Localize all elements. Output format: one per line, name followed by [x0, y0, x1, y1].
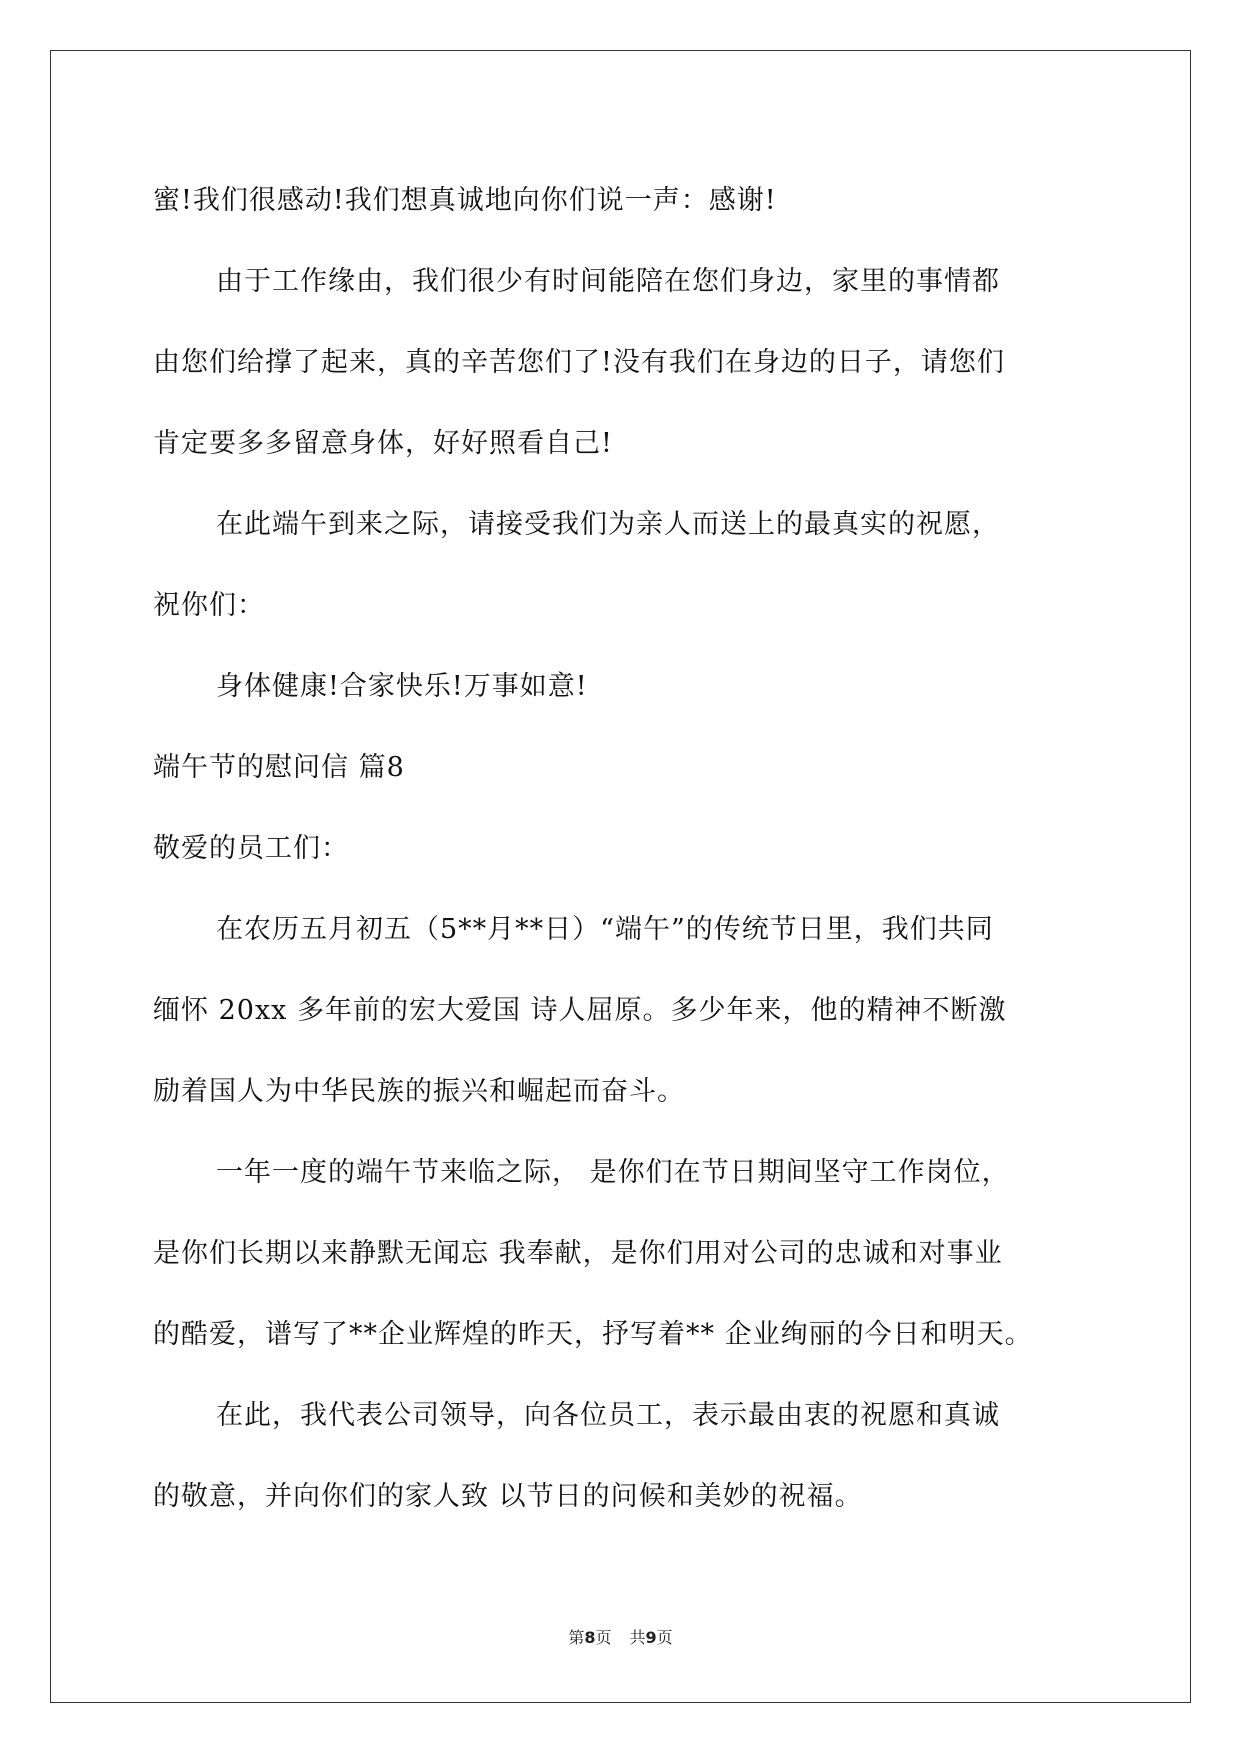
salutation: 敬爱的员工们： [153, 833, 349, 864]
text-line-7: 身体健康!合家快乐!万事如意! [216, 671, 588, 702]
text-line-17: 的敬意，并向你们的家人致 以节日的问候和美妙的祝福。 [153, 1481, 863, 1512]
footer-total-suffix: 页 [656, 1628, 673, 1647]
footer-total-pages: 9 [645, 1628, 657, 1647]
text-line-16: 在此，我代表公司领导，向各位员工，表示最由衷的祝愿和真诚 [216, 1400, 1000, 1431]
page-footer [0, 1625, 1241, 1648]
footer-prefix: 第 [568, 1628, 585, 1647]
footer-total-prefix: 共 [629, 1628, 646, 1647]
text-line-13: 一年一度的端午节来临之际， 是你们在节日期间坚守工作岗位， [216, 1157, 1010, 1188]
text-line-12: 励着国人为中华民族的振兴和崛起而奋斗。 [153, 1076, 685, 1107]
text-line-1: 蜜!我们很感动!我们想真诚地向你们说一声：感谢! [153, 185, 777, 216]
text-line-5: 在此端午到来之际，请接受我们为亲人而送上的最真实的祝愿， [216, 509, 1000, 540]
text-line-14: 是你们长期以来静默无闻忘 我奉献，是你们用对公司的忠诚和对事业 [153, 1238, 1003, 1269]
text-line-15: 的酷爱，谱写了**企业辉煌的昨天，抒写着** 企业绚丽的今日和明天。 [153, 1319, 1033, 1350]
footer-page-suffix: 页 [595, 1628, 612, 1647]
text-line-3: 由您们给撑了起来，真的辛苦您们了!没有我们在身边的日子，请您们 [153, 347, 1005, 378]
text-line-6: 祝你们： [153, 590, 265, 621]
document-body [153, 160, 1093, 1537]
text-line-10: 在农历五月初五（5**月**日）“端午”的传统节日里，我们共同 [216, 914, 994, 945]
text-line-2: 由于工作缘由，我们很少有时间能陪在您们身边，家里的事情都 [216, 266, 1000, 297]
text-line-11: 缅怀 20xx 多年前的宏大爱国 诗人屈原。多少年来，他的精神不断激 [153, 995, 1007, 1026]
text-line-4: 肯定要多多留意身体，好好照看自己! [153, 428, 613, 459]
footer-page-number: 8 [584, 1628, 596, 1647]
section-heading: 端午节的慰问信 篇8 [153, 752, 405, 783]
